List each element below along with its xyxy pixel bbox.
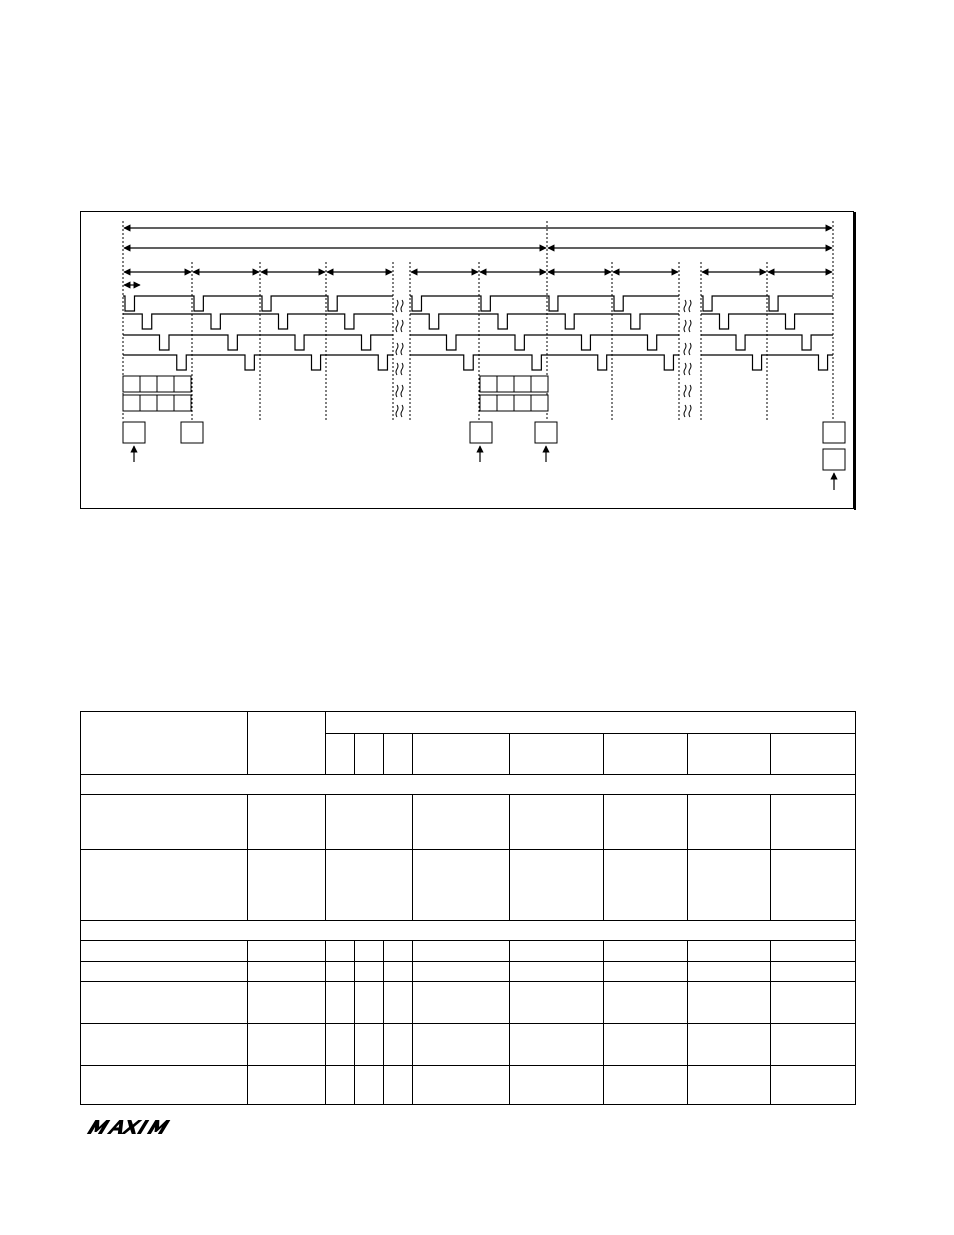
- pulse-waveform: [479, 314, 547, 329]
- marker-box: [535, 422, 557, 443]
- pulse-waveform: [479, 355, 547, 370]
- break-mark-icon: [396, 300, 398, 312]
- diagram-frame: [81, 212, 854, 509]
- pulse-waveform: [123, 355, 192, 370]
- register-cell: [497, 376, 514, 392]
- break-mark-icon: [401, 320, 403, 332]
- register-cell: [480, 376, 497, 392]
- pulse-waveform: [701, 355, 767, 370]
- marker-box: [823, 449, 845, 470]
- header-cell-group: [326, 712, 856, 734]
- table-row: [81, 795, 856, 849]
- pulse-waveform: [260, 355, 326, 370]
- register-cell: [514, 376, 531, 392]
- break-mark-icon: [689, 385, 691, 397]
- break-mark-icon: [396, 363, 398, 375]
- break-mark-icon: [401, 363, 403, 375]
- register-cell: [497, 395, 514, 411]
- break-mark-icon: [401, 405, 403, 417]
- pulse-waveform: [326, 296, 393, 311]
- register-cell: [480, 395, 497, 411]
- break-mark-icon: [401, 343, 403, 355]
- break-mark-icon: [689, 320, 691, 332]
- marker-box: [823, 422, 845, 443]
- header-cell: [771, 734, 856, 775]
- break-mark-icon: [684, 385, 686, 397]
- header-cell-symbol: [248, 712, 326, 775]
- break-mark-icon: [684, 300, 686, 312]
- pulse-waveform: [547, 314, 612, 329]
- break-mark-icon: [396, 343, 398, 355]
- register-cell: [140, 376, 157, 392]
- table-row: [81, 962, 856, 982]
- timing-diagram: [0, 0, 954, 560]
- pulse-waveform: [123, 314, 192, 329]
- logo-text: MAXIM: [84, 1118, 88, 1119]
- pulse-waveform: [192, 296, 260, 311]
- pulse-waveform: [479, 335, 547, 350]
- pulse-waveform: [767, 355, 833, 370]
- pulse-waveform: [260, 296, 326, 311]
- register-cell: [157, 395, 174, 411]
- header-cell: [413, 734, 510, 775]
- marker-box: [470, 422, 492, 443]
- break-mark-icon: [401, 385, 403, 397]
- pulse-waveform: [192, 335, 260, 350]
- table-header-row-1: [81, 712, 856, 734]
- pulse-waveform: [612, 314, 679, 329]
- pulse-waveform: [410, 335, 479, 350]
- table-row: [81, 1065, 856, 1104]
- register-cell: [157, 376, 174, 392]
- register-cell: [531, 376, 548, 392]
- pulse-waveform: [192, 355, 260, 370]
- pulse-waveform: [326, 335, 393, 350]
- pulse-waveform: [410, 314, 479, 329]
- break-mark-icon: [396, 385, 398, 397]
- table-row: [81, 982, 856, 1023]
- maxim-logo-icon: [84, 1118, 194, 1136]
- table-row: [81, 1023, 856, 1065]
- pulse-waveform: [192, 314, 260, 329]
- pulse-waveform: [410, 355, 479, 370]
- break-mark-icon: [689, 343, 691, 355]
- header-cell: [604, 734, 688, 775]
- pulse-waveform: [767, 296, 833, 311]
- register-cell: [174, 395, 191, 411]
- table-row: [81, 941, 856, 962]
- pulse-waveform: [701, 314, 767, 329]
- break-mark-icon: [689, 300, 691, 312]
- pulse-waveform: [547, 335, 612, 350]
- register-cell: [174, 376, 191, 392]
- pulse-waveform: [767, 335, 833, 350]
- break-mark-icon: [684, 405, 686, 417]
- register-cell: [514, 395, 531, 411]
- register-cell: [123, 395, 140, 411]
- table-row: [81, 849, 856, 920]
- pulse-waveform: [410, 296, 479, 311]
- pulse-waveform: [767, 314, 833, 329]
- break-mark-icon: [684, 320, 686, 332]
- pulse-waveform: [612, 335, 679, 350]
- pulse-waveform: [326, 355, 393, 370]
- register-cell: [140, 395, 157, 411]
- marker-box: [181, 422, 203, 443]
- spec-table: [80, 711, 856, 1105]
- break-mark-icon: [684, 363, 686, 375]
- marker-box: [123, 422, 145, 443]
- pulse-waveform: [260, 335, 326, 350]
- break-mark-icon: [401, 300, 403, 312]
- header-cell: [688, 734, 771, 775]
- header-cell: [510, 734, 604, 775]
- break-mark-icon: [689, 405, 691, 417]
- pulse-waveform: [326, 314, 393, 329]
- break-mark-icon: [396, 320, 398, 332]
- pulse-waveform: [123, 335, 192, 350]
- section-row: [81, 921, 856, 941]
- pulse-waveform: [547, 296, 612, 311]
- register-cell: [531, 395, 548, 411]
- header-cell: [384, 734, 413, 775]
- pulse-waveform: [547, 355, 612, 370]
- break-mark-icon: [684, 343, 686, 355]
- header-cell-parameter: [81, 712, 248, 775]
- header-cell: [326, 734, 355, 775]
- break-mark-icon: [689, 363, 691, 375]
- pulse-waveform: [260, 314, 326, 329]
- register-cell: [123, 376, 140, 392]
- header-cell: [355, 734, 384, 775]
- pulse-waveform: [701, 296, 767, 311]
- pulse-waveform: [612, 355, 679, 370]
- section-row: [81, 775, 856, 795]
- break-mark-icon: [396, 405, 398, 417]
- pulse-waveform: [479, 296, 547, 311]
- pulse-waveform: [701, 335, 767, 350]
- pulse-waveform: [123, 296, 192, 311]
- pulse-waveform: [612, 296, 679, 311]
